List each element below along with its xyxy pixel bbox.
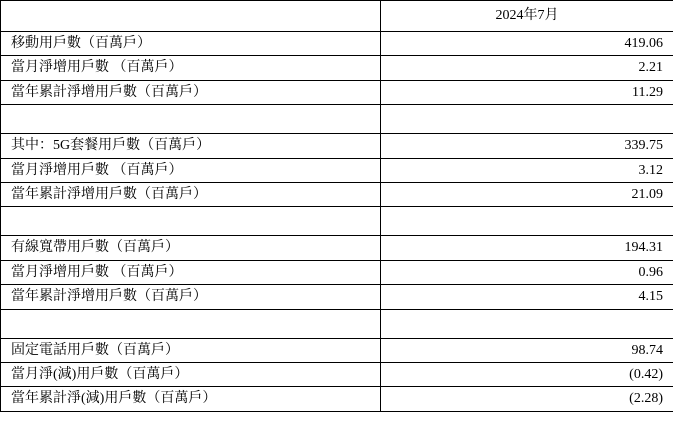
table-body xyxy=(1,1,673,412)
row-label-text: 有線寬帶用戶數（百萬戶） xyxy=(11,240,179,256)
row-value-text: 419.06 xyxy=(624,36,663,51)
row-value-text: 339.75 xyxy=(624,138,663,154)
row-label-cell xyxy=(1,338,381,362)
row-label-cell xyxy=(1,309,381,338)
row-value-text: 3.12 xyxy=(638,162,663,178)
row-label-cell xyxy=(1,105,381,134)
row-value-cell xyxy=(381,387,673,411)
row-value-text: 98.74 xyxy=(631,342,663,358)
table-spacer-row xyxy=(1,105,673,134)
row-label-text: 當年累計淨增用戶數（百萬戶） xyxy=(11,186,207,202)
row-value-text: 21.09 xyxy=(631,186,663,202)
table-row xyxy=(1,338,673,362)
table-spacer-row xyxy=(1,309,673,338)
row-value-text: 4.15 xyxy=(638,289,663,305)
row-label-cell xyxy=(1,158,381,182)
table-row xyxy=(1,362,673,386)
header-period-text: 2024年7月 xyxy=(495,8,559,24)
row-value-cell xyxy=(381,309,673,338)
row-value-cell xyxy=(381,236,673,260)
table-spacer-row xyxy=(1,207,673,236)
table-row xyxy=(1,80,673,104)
row-label-text: 其中：5G套餐用戶數（百萬戶） xyxy=(11,138,211,154)
row-label-text: 當年累計淨(減)用戶數（百萬戶） xyxy=(11,391,217,407)
row-value-cell xyxy=(381,80,673,104)
row-value-cell xyxy=(381,32,673,56)
row-label-cell xyxy=(1,260,381,284)
row-label-cell xyxy=(1,182,381,206)
row-label-cell xyxy=(1,387,381,411)
row-label-cell xyxy=(1,362,381,386)
row-value-text: 194.31 xyxy=(624,240,663,256)
row-label-cell xyxy=(1,32,381,56)
table-row xyxy=(1,32,673,56)
row-label-cell xyxy=(1,207,381,236)
row-label-text: 當月淨增用戶數 （百萬戶） xyxy=(11,264,183,280)
row-label-text: 固定電話用戶數（百萬戶） xyxy=(11,342,179,358)
table-row xyxy=(1,236,673,260)
table-row xyxy=(1,387,673,411)
row-value-text: (0.42) xyxy=(629,366,663,382)
row-label-cell xyxy=(1,236,381,260)
table-row xyxy=(1,182,673,206)
row-label-text: 移動用戶數（百萬戶） xyxy=(11,36,151,51)
table-row xyxy=(1,285,673,309)
row-value-text: 11.29 xyxy=(632,84,663,100)
table-header-row xyxy=(1,1,673,32)
row-value-cell xyxy=(381,105,673,134)
row-label-text: 當年累計淨增用戶數（百萬戶） xyxy=(11,84,207,100)
row-value-cell xyxy=(381,56,673,80)
row-value-cell xyxy=(381,362,673,386)
header-label-cell xyxy=(1,1,381,32)
table-row xyxy=(1,134,673,158)
row-value-cell xyxy=(381,207,673,236)
row-value-cell xyxy=(381,158,673,182)
row-value-cell xyxy=(381,338,673,362)
table-row xyxy=(1,56,673,80)
row-label-cell xyxy=(1,134,381,158)
table-row xyxy=(1,158,673,182)
row-label-cell xyxy=(1,56,381,80)
row-label-cell xyxy=(1,285,381,309)
header-period-cell xyxy=(381,1,673,32)
table-row xyxy=(1,260,673,284)
row-value-cell xyxy=(381,260,673,284)
row-value-cell xyxy=(381,134,673,158)
row-label-text: 當月淨增用戶數 （百萬戶） xyxy=(11,162,183,178)
row-label-cell xyxy=(1,80,381,104)
row-value-text: 2.21 xyxy=(638,60,663,76)
row-value-text: 0.96 xyxy=(638,264,663,280)
row-value-text: (2.28) xyxy=(629,391,663,407)
row-label-text: 當年累計淨增用戶數（百萬戶） xyxy=(11,289,207,305)
row-label-text: 當月淨(減)用戶數（百萬戶） xyxy=(11,366,189,382)
row-value-cell xyxy=(381,182,673,206)
row-label-text: 當月淨增用戶數 （百萬戶） xyxy=(11,60,183,76)
row-value-cell xyxy=(381,285,673,309)
